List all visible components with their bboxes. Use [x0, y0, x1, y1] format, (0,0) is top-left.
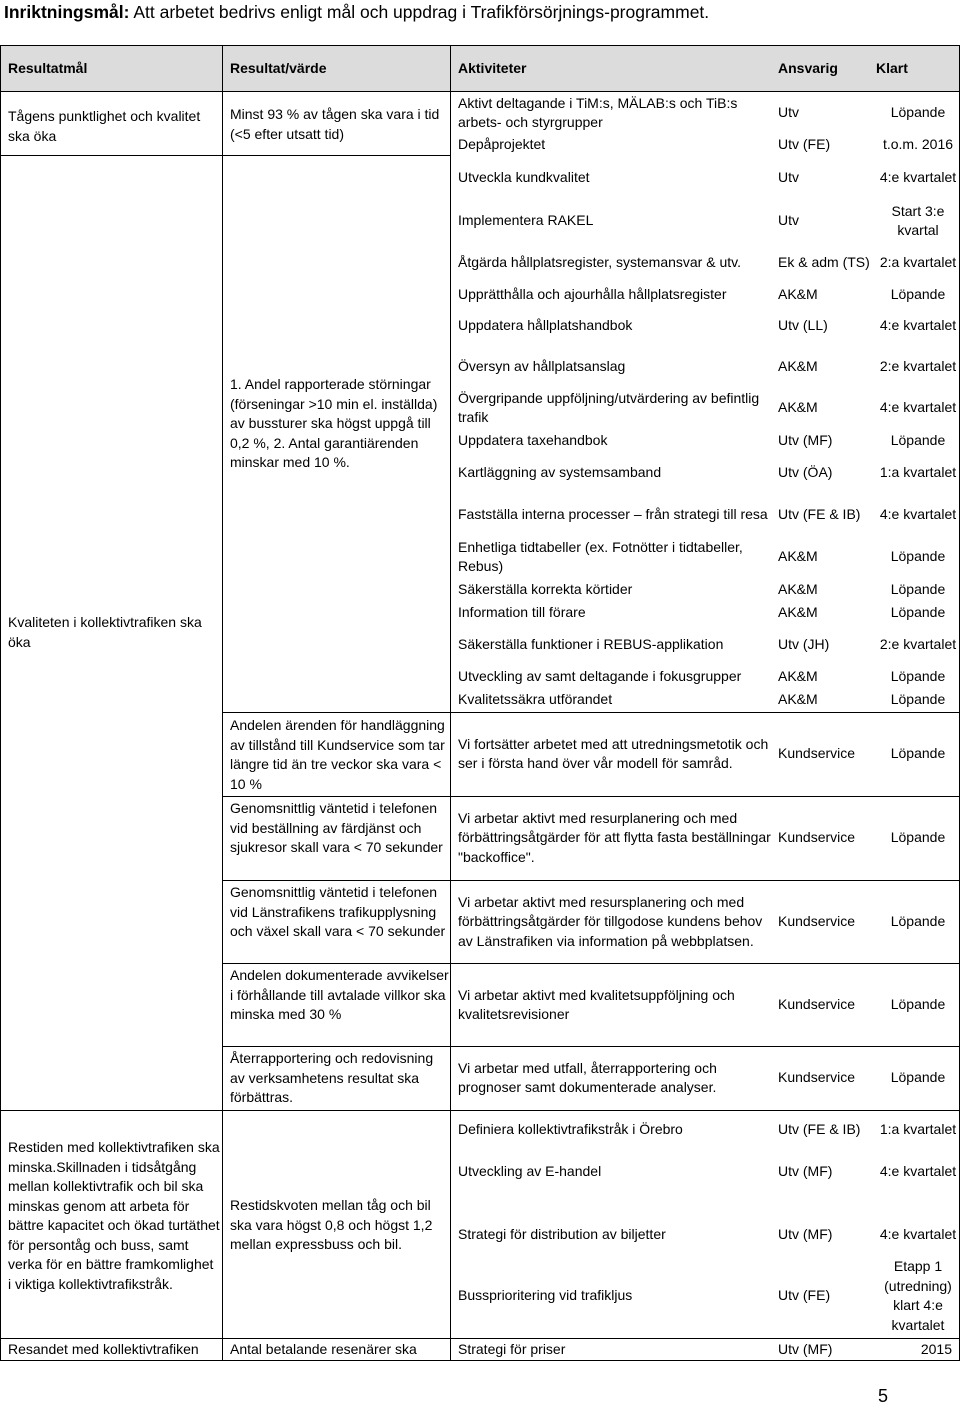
header-responsible: Ansvarig [778, 60, 838, 76]
column-divider [222, 45, 223, 1361]
activity-cell: Vi fortsätter arbetet med att utredningsmetotik och ser i första hand över vår modell för samråd. [458, 735, 769, 771]
responsible-cell: AK&M [778, 581, 818, 598]
result-rule [222, 963, 450, 964]
done-cell: Löpande [890, 668, 946, 685]
done-cell: 2:a kvartalet [879, 254, 957, 271]
responsible-cell: Utv (LL) [778, 317, 828, 334]
activity-cell: Strategi för priser [458, 1341, 566, 1358]
result-cell: Genomsnittlig väntetid i telefonen vid Länstrafikens trafikupplysning och växel skall vara < 70 sekunder [230, 884, 446, 939]
activity-cell: Övergripande uppföljning/utvärdering av befintlig trafik [458, 389, 760, 425]
done-cell: Start 3:e kvartal [891, 202, 945, 238]
goal-cell: Kvaliteten i kollektivtrafiken ska öka [8, 614, 202, 650]
done-cell: 2:e kvartalet [879, 358, 957, 375]
result-cell: Restidskvoten mellan tåg och bil ska vara högst 0,8 och högst 1,2 mellan expressbuss och bil. [230, 1197, 433, 1252]
activity-cell: Bussprioritering vid trafikljus [458, 1287, 633, 1304]
responsible-cell: Ek & adm (TS) [778, 254, 870, 271]
activity-cell: Strategi för distribution av biljetter [458, 1226, 666, 1243]
responsible-cell: AK&M [778, 691, 818, 708]
done-cell: Löpande [890, 581, 946, 598]
done-cell: 4:e kvartalet [879, 1163, 957, 1180]
header-rule [0, 91, 960, 92]
done-cell: Löpande [890, 104, 946, 121]
activity-cell: Vi arbetar aktivt med resurplanering och med förbättringsåtgärder för att flytta fasta beställningar "backoffice". [458, 809, 771, 865]
done-cell: 2:e kvartalet [879, 636, 957, 653]
activity-cell: Aktivt deltagande i TiM:s, MÄLAB:s och TiB:s arbets- och styrgrupper [458, 94, 738, 130]
header-done: Klart [876, 60, 908, 76]
done-cell: Löpande [890, 829, 946, 846]
activity-cell: Kartläggning av systemsamband [458, 464, 662, 481]
activity-cell: Säkerställa funktioner i REBUS-applikation [458, 636, 724, 653]
done-cell: 4:e kvartalet [879, 1226, 957, 1243]
responsible-cell: AK&M [778, 358, 818, 375]
goal-cell: Restiden med kollektivtrafiken ska minska.Skillnaden i tidsåtgång mellan kollektivtrafik och bil ska minskas genom att arbeta för bättre kapacitet och ökad turtäthet för persontåg och buss, samt verka för en bättre framkomlighet i viktiga kollektivtrafikstråk. [8, 1139, 220, 1292]
activity-cell: Utveckling av E-handel [458, 1163, 602, 1180]
responsible-cell: AK&M [778, 399, 818, 416]
result-rule [222, 880, 450, 881]
page-number: 5 [878, 1386, 889, 1406]
responsible-cell: AK&M [778, 548, 818, 565]
result-rule [222, 796, 450, 797]
done-cell: 1:a kvartalet [879, 1121, 957, 1138]
responsible-cell: Utv [778, 169, 799, 186]
done-cell: Löpande [890, 691, 946, 708]
done-cell: 4:e kvartalet [879, 506, 957, 523]
activity-cell: Vi arbetar med utfall, återrapportering och prognoser samt dokumenterade analyser. [458, 1059, 717, 1095]
activity-cell: Enhetliga tidtabeller (ex. Fotnötter i tidtabeller, Rebus) [458, 538, 743, 574]
table-border-left [0, 45, 1, 1361]
goal-cell: Resandet med kollektivtrafiken [8, 1341, 199, 1357]
result-rule [222, 1110, 450, 1111]
responsible-cell: AK&M [778, 286, 818, 303]
responsible-cell: Utv (FE & IB) [778, 1121, 861, 1138]
responsible-cell: Utv [778, 104, 799, 121]
responsible-cell: AK&M [778, 604, 818, 621]
result-cell: Genomsnittlig väntetid i telefonen vid beställning av färdjänst och sjukresor skall vara < 70 sekunder [230, 800, 443, 855]
activity-cell: Uppdatera taxehandbok [458, 432, 608, 449]
result-rule [222, 712, 450, 713]
heading-text: Att arbetet bedrivs enligt mål och uppdrag i Trafikförsörjnings-programmet. [129, 2, 710, 22]
done-cell: Löpande [890, 913, 946, 930]
goal-cell: Tågens punktlighet och kvalitet ska öka [8, 108, 201, 144]
responsible-cell: Utv (MF) [778, 1341, 833, 1358]
table-border-bottom [0, 1360, 960, 1361]
result-cell: Antal betalande resenärer ska [230, 1341, 417, 1357]
activity-cell: Information till förare [458, 604, 586, 621]
done-cell: Löpande [890, 432, 946, 449]
result-rule [222, 1046, 450, 1047]
responsible-cell: Utv (FE) [778, 136, 831, 153]
responsible-cell: Kundservice [778, 745, 856, 762]
activity-cell: Utveckling av samt deltagande i fokusgrupper [458, 668, 742, 685]
responsible-cell: Utv [778, 212, 799, 229]
done-cell: 4:e kvartalet [879, 169, 957, 186]
done-cell: 4:e kvartalet [879, 317, 957, 334]
done-cell: Löpande [890, 548, 946, 565]
table-border-top [0, 45, 960, 46]
activity-cell: Vi arbetar aktivt med resursplanering och med förbättringsåtgärder för tillgodose kundens behov av Länstrafiken via information på webbplatsen. [458, 893, 763, 949]
activity-cell: Uppdatera hållplatshandbok [458, 317, 633, 334]
done-cell: Löpande [890, 604, 946, 621]
done-cell: Löpande [890, 996, 946, 1013]
page-heading [4, 0, 709, 24]
responsible-cell: Utv (FE & IB) [778, 506, 861, 523]
responsible-cell: Utv (MF) [778, 432, 833, 449]
activity-cell: Åtgärda hållplatsregister, systemansvar & utv. [458, 254, 741, 271]
responsible-cell: Kundservice [778, 996, 856, 1013]
result-cell: Andelen dokumenterade avvikelser i förhållande till avtalade villkor ska minska med 30 % [230, 967, 449, 1022]
responsible-cell: AK&M [778, 668, 818, 685]
responsible-cell: Utv (JH) [778, 636, 830, 653]
result-cell: 1. Andel rapporterade störningar (förseningar >10 min el. inställda) av bussturer ska högst uppgå till 0,2 %, 2. Antal garantiärenden minskar med 10 %. [230, 376, 438, 470]
activity-cell: Upprätthålla och ajourhålla hållplatsregister [458, 286, 727, 303]
activity-rule [450, 880, 960, 881]
activity-cell: Översyn av hållplatsanslag [458, 358, 626, 375]
done-cell: Löpande [890, 745, 946, 762]
done-cell: Löpande [890, 286, 946, 303]
responsible-cell: Kundservice [778, 1069, 856, 1086]
activity-cell: Vi arbetar aktivt med kvalitetsuppföljning och kvalitetsrevisioner [458, 986, 735, 1022]
activity-cell: Säkerställa korrekta körtider [458, 581, 633, 598]
responsible-cell: Utv (ÖA) [778, 464, 833, 481]
activity-cell: Fastställa interna processer – från strategi till resa [458, 506, 768, 523]
responsible-cell: Kundservice [778, 913, 856, 930]
goal-rule [0, 155, 222, 156]
result-cell: Minst 93 % av tågen ska vara i tid (<5 efter utsatt tid) [230, 106, 440, 142]
responsible-cell: Utv (MF) [778, 1226, 833, 1243]
activity-rule [450, 712, 960, 713]
responsible-cell: Kundservice [778, 829, 856, 846]
result-cell: Andelen ärenden för handläggning av tillstånd till Kundservice som tar längre tid än tre veckor ska vara < 10 % [230, 717, 445, 792]
activity-rule [450, 796, 960, 797]
activity-cell: Definiera kollektivtrafikstråk i Örebro [458, 1121, 683, 1138]
heading-label: Inriktningsmål: [4, 2, 130, 22]
done-cell: 2015 [920, 1341, 952, 1358]
done-cell: 4:e kvartalet [879, 399, 957, 416]
done-cell: t.o.m. 2016 [882, 136, 954, 153]
done-cell: Etapp 1 (utredning) klart 4:e kvartalet [884, 1258, 952, 1333]
responsible-cell: Utv (MF) [778, 1163, 833, 1180]
activity-cell: Implementera RAKEL [458, 212, 594, 229]
result-cell: Återrapportering och redovisning av verksamhetens resultat ska förbättras. [230, 1050, 434, 1105]
header-result: Resultat/värde [230, 60, 327, 76]
header-goal: Resultatmål [8, 60, 88, 76]
done-cell: Löpande [890, 1069, 946, 1086]
activity-cell: Depåprojektet [458, 136, 546, 153]
done-cell: 1:a kvartalet [879, 464, 957, 481]
activity-rule [450, 963, 960, 964]
column-divider [450, 45, 451, 1361]
activity-cell: Kvalitetssäkra utförandet [458, 691, 613, 708]
goal-rule [0, 1110, 222, 1111]
result-rule [222, 155, 450, 156]
activity-cell: Utveckla kundkvalitet [458, 169, 590, 186]
row-rule [0, 1338, 960, 1339]
activity-rule [450, 1046, 960, 1047]
responsible-cell: Utv (FE) [778, 1287, 831, 1304]
header-activities: Aktiviteter [458, 60, 527, 76]
